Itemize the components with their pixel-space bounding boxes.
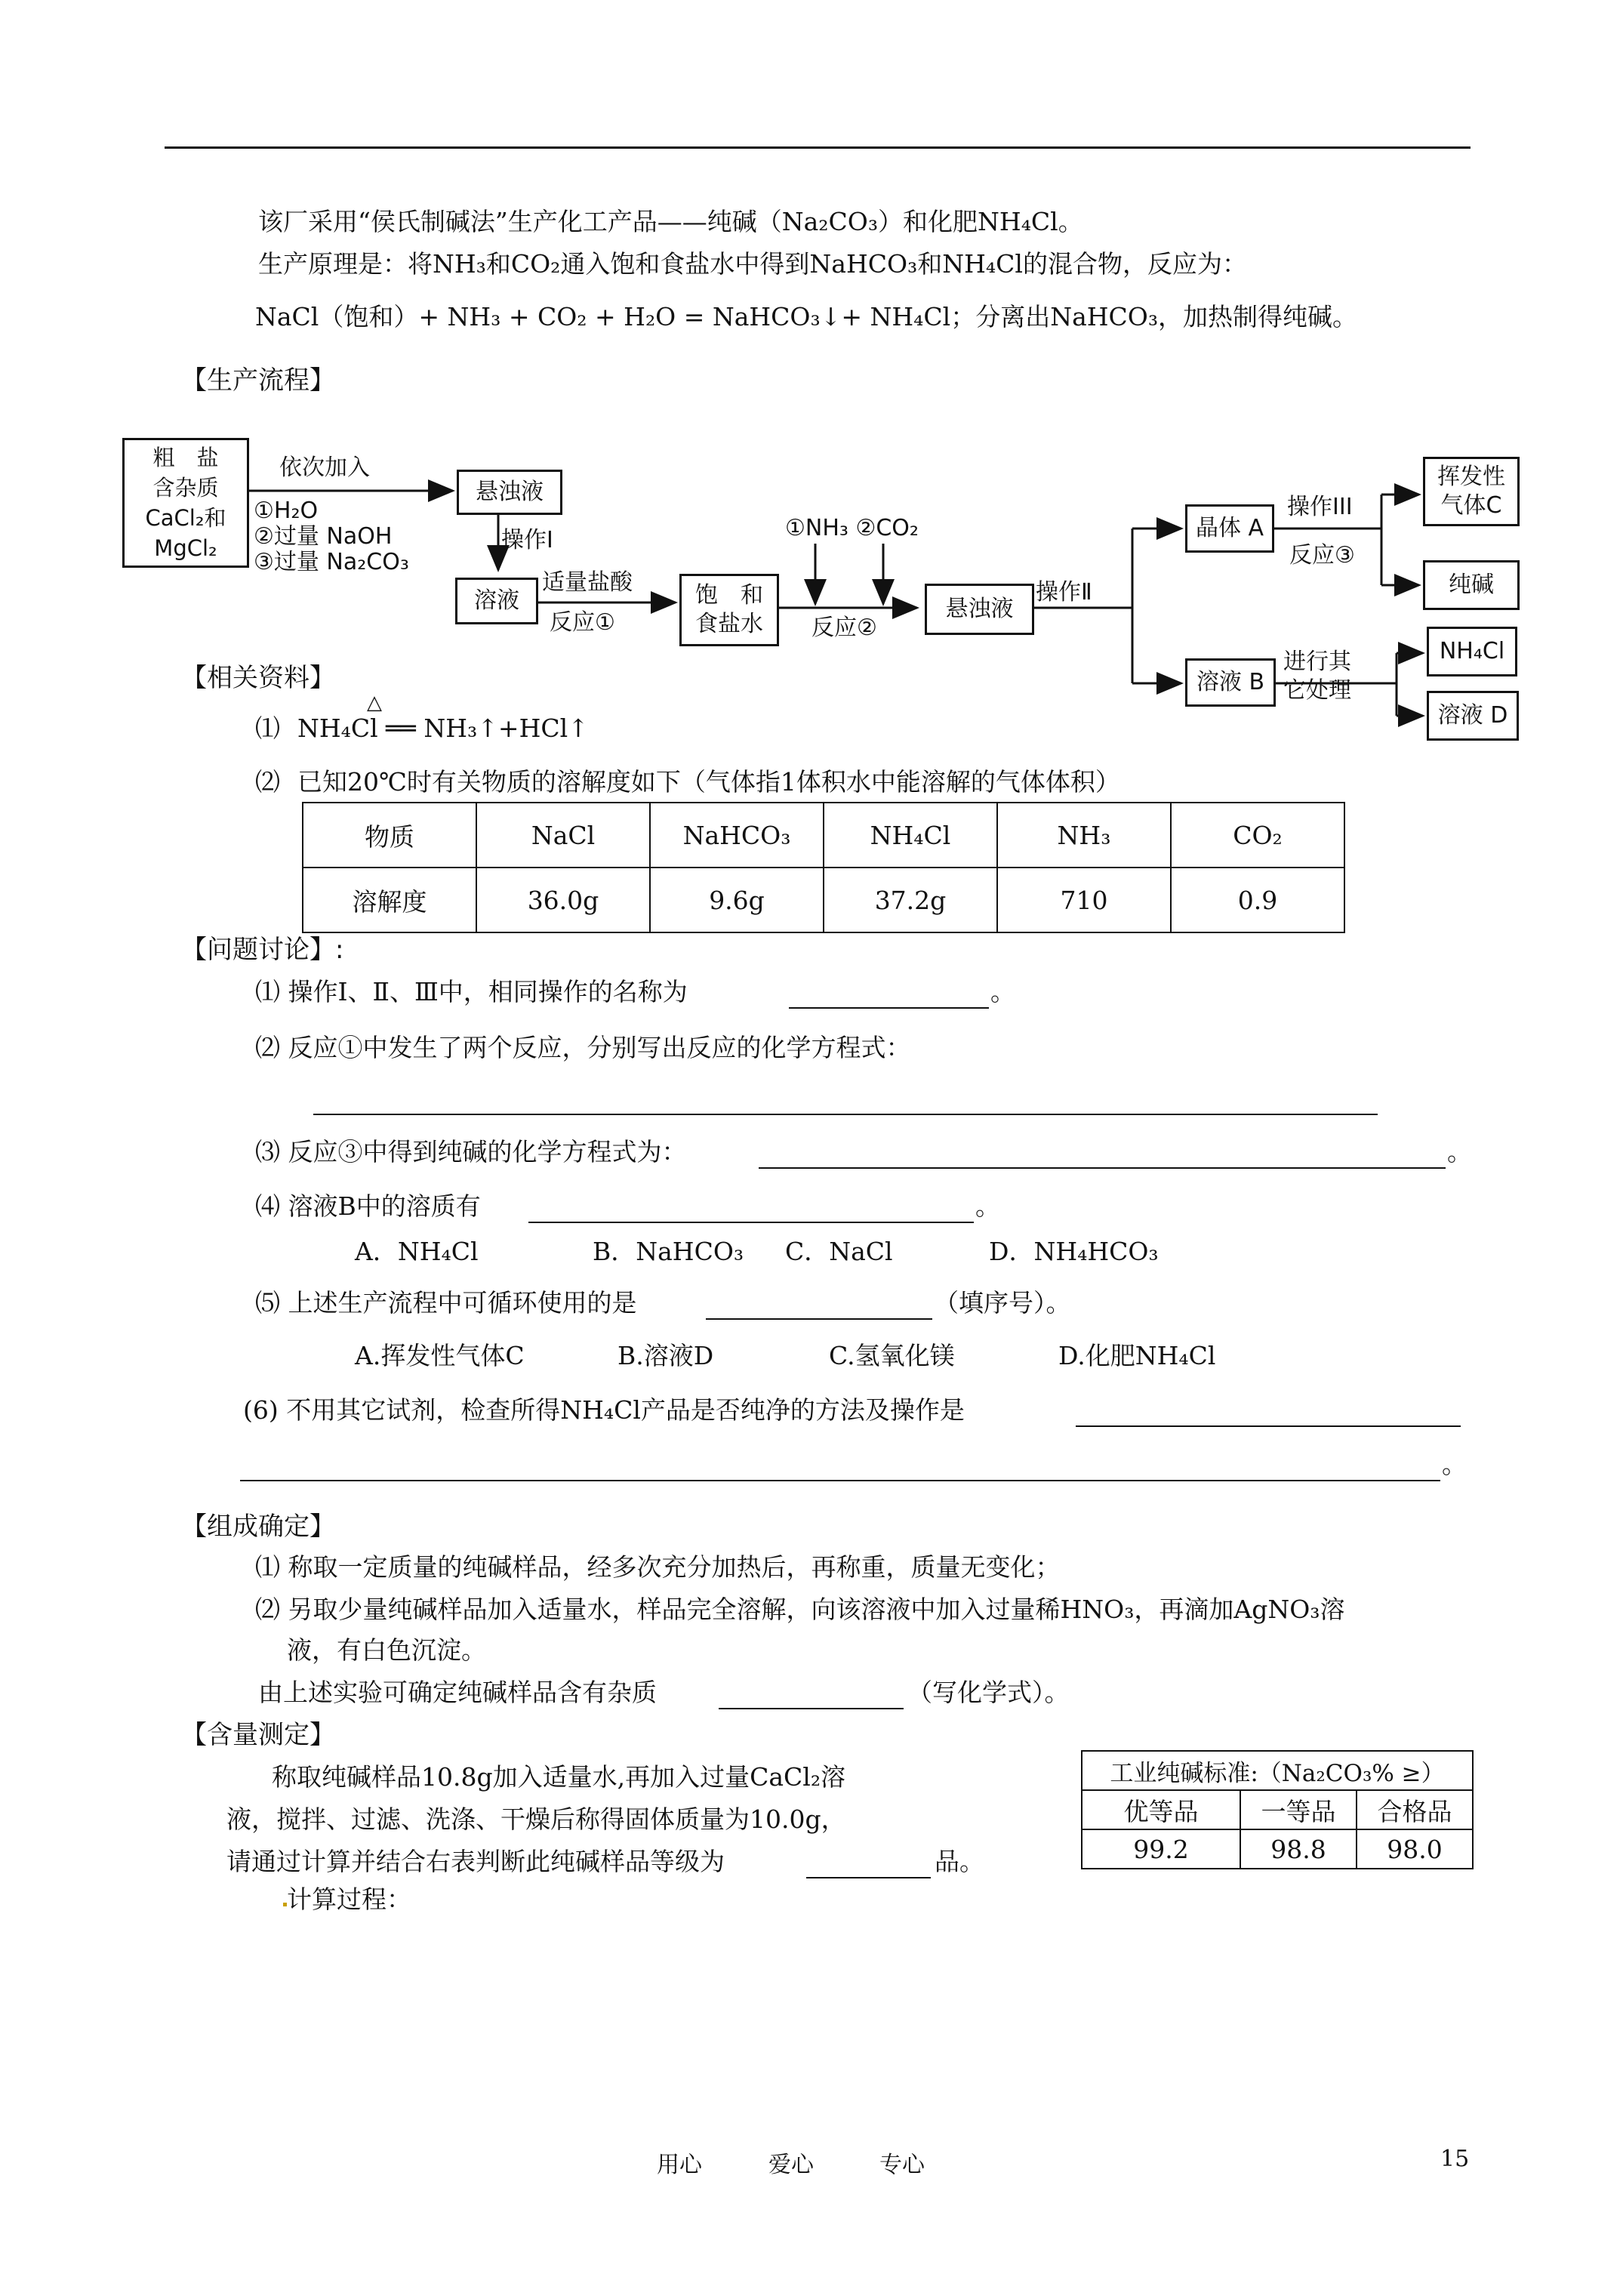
answer-blank-2[interactable] xyxy=(313,1114,1378,1115)
table-header-cell: 优等品 xyxy=(1082,1790,1240,1829)
content-line-3-end: 品。 xyxy=(935,1847,984,1876)
answer-blank-6b[interactable] xyxy=(240,1480,1440,1481)
table-row xyxy=(303,803,1344,868)
soda-ash-box: 纯碱 xyxy=(1423,560,1520,610)
intro-line-1: 该厂采用“侯氏制碱法”生产化工产品——纯碱（Na₂CO₃）和化肥NH₄Cl。 xyxy=(258,207,1083,236)
add-in-order-label: 依次加入 xyxy=(279,455,370,481)
content-line-3: 请通过计算并结合右表判断此纯碱样品等级为 xyxy=(226,1847,725,1876)
question-4-end: 。 xyxy=(975,1191,1000,1221)
answer-blank-1[interactable] xyxy=(789,1007,989,1009)
standard-table xyxy=(1081,1750,1474,1869)
table-cell: 37.2g xyxy=(824,868,997,932)
composition-item-1: ⑴ 称取一定质量的纯碱样品，经多次充分加热后，再称重，质量无变化； xyxy=(255,1552,1061,1582)
info-item-1: NH₄Cl ══ NH₃↑+HCl↑ xyxy=(297,713,589,743)
q4-option-c: C．NaCl xyxy=(785,1237,893,1266)
table-header-cell: 合格品 xyxy=(1357,1790,1473,1829)
table-row xyxy=(1082,1829,1473,1869)
footer-motto-1: 用心 xyxy=(657,2152,702,2178)
table-cell: 99.2 xyxy=(1082,1829,1240,1869)
process-heading: 【生产流程】 xyxy=(181,365,335,396)
answer-blank-6a[interactable] xyxy=(1076,1425,1461,1427)
answer-blank-3[interactable] xyxy=(759,1167,1446,1169)
table-cell: 9.6g xyxy=(650,868,824,932)
q5-option-c: C.氢氧化镁 xyxy=(829,1341,955,1370)
reaction-3-label: 反应③ xyxy=(1289,542,1355,569)
table-cell: 0.9 xyxy=(1171,868,1344,932)
table-cell: 溶解度 xyxy=(303,868,476,932)
content-line-4: 计算过程： xyxy=(287,1885,411,1914)
gases-in-label: ①NH₃ ②CO₂ xyxy=(785,515,919,541)
answer-blank-7[interactable] xyxy=(719,1708,904,1709)
info-heading: 【相关资料】 xyxy=(181,663,335,693)
composition-conclusion: 由上述实验可确定纯碱样品含有杂质 xyxy=(258,1678,657,1707)
question-1: ⑴ 操作Ⅰ、Ⅱ、Ⅲ中，相同操作的名称为 xyxy=(255,977,688,1006)
operation-1-label: 操作Ⅰ xyxy=(501,527,553,553)
page-number: 15 xyxy=(1440,2146,1470,2172)
solution-b-box: 溶液 B xyxy=(1185,658,1276,707)
q5-option-b: B.溶液D xyxy=(617,1341,714,1370)
reaction-1-label: 反应① xyxy=(550,609,615,636)
reaction-2-label: 反应② xyxy=(812,615,877,641)
question-6: (6) 不用其它试剂，检查所得NH₄Cl产品是否纯净的方法及操作是 xyxy=(243,1395,965,1425)
table-header-cell: NaHCO₃ xyxy=(650,803,824,868)
standard-title: 工业纯碱标准:（Na₂CO₃% ≥） xyxy=(1082,1751,1473,1790)
q4-option-b: B．NaHCO₃ xyxy=(593,1237,744,1266)
content-heading: 【含量测定】 xyxy=(181,1720,335,1750)
crude-salt-box: 粗 盐 含杂质 CaCl₂和 MgCl₂ xyxy=(122,438,249,568)
question-2: ⑵ 反应①中发生了两个反应，分别写出反应的化学方程式： xyxy=(255,1033,911,1062)
info-item-2: 已知20℃时有关物质的溶解度如下（气体指1体积水中能溶解的气体体积） xyxy=(297,767,1120,797)
composition-item-2a: ⑵ 另取少量纯碱样品加入适量水，样品完全溶解，向该溶液中加入过量稀HNO₃，再滴加AgNO₃溶 xyxy=(255,1595,1345,1624)
content-line-1: 称取纯碱样品10.8g加入适量水,再加入过量CaCl₂溶 xyxy=(272,1762,846,1792)
intro-line-2: 生产原理是：将NH₃和CO₂通入饱和食盐水中得到NaHCO₃和NH₄Cl的混合物，反应为： xyxy=(258,249,1247,279)
crystal-a-box: 晶体 A xyxy=(1185,504,1274,553)
saturated-brine-box: 饱 和 食盐水 xyxy=(679,574,779,646)
volatile-gas-c-box: 挥发性 气体C xyxy=(1423,457,1520,526)
table-cell: 98.8 xyxy=(1240,1829,1357,1869)
table-header-cell: NaCl xyxy=(476,803,650,868)
operation-2-label: 操作Ⅱ xyxy=(1036,579,1092,606)
question-1-end: 。 xyxy=(990,977,1015,1006)
table-cell: 36.0g xyxy=(476,868,650,932)
q5-option-a: A.挥发性气体C xyxy=(355,1341,525,1370)
composition-conclusion-end: （写化学式）。 xyxy=(907,1678,1070,1707)
solubility-table xyxy=(302,802,1345,933)
question-3: ⑶ 反应③中得到纯碱的化学方程式为： xyxy=(255,1137,687,1166)
answer-blank-4[interactable] xyxy=(528,1222,974,1223)
solution-box: 溶液 xyxy=(455,578,538,624)
q4-option-a: A．NH₄Cl xyxy=(355,1237,479,1266)
table-cell: 710 xyxy=(997,868,1171,932)
footer-motto-2: 爱心 xyxy=(768,2152,814,2178)
question-6-end: 。 xyxy=(1442,1450,1467,1479)
reagent-2: ②过量 NaOH xyxy=(254,523,393,550)
question-3-end: 。 xyxy=(1447,1137,1472,1166)
answer-blank-8[interactable] xyxy=(806,1877,931,1878)
table-header-cell: NH₃ xyxy=(997,803,1171,868)
table-header-cell: NH₄Cl xyxy=(824,803,997,868)
reagent-3: ③过量 Na₂CO₃ xyxy=(254,549,409,575)
table-header-cell: 物质 xyxy=(303,803,476,868)
suspension-box-1: 悬浊液 xyxy=(457,470,562,515)
footer-motto-3: 专心 xyxy=(879,2152,925,2178)
table-row xyxy=(1082,1751,1473,1790)
info-item-1-number: ⑴ xyxy=(255,713,280,743)
table-header-cell: CO₂ xyxy=(1171,803,1344,868)
info-item-2-number: ⑵ xyxy=(255,767,280,797)
composition-heading: 【组成确定】 xyxy=(181,1512,335,1542)
question-5-end: （填序号）。 xyxy=(934,1288,1071,1318)
q4-option-d: D．NH₄HCO₃ xyxy=(989,1237,1159,1266)
intro-line-3: NaCl（饱和）+ NH₃ + CO₂ + H₂O = NaHCO₃↓+ NH₄Cl；分离出NaHCO₃，加热制得纯碱。 xyxy=(255,302,1358,331)
solution-d-box: 溶液 D xyxy=(1427,691,1519,741)
question-5: ⑸ 上述生产流程中可循环使用的是 xyxy=(255,1288,637,1318)
suspension-box-2: 悬浊液 xyxy=(925,584,1034,635)
answer-blank-5[interactable] xyxy=(706,1318,932,1320)
table-header-cell: 一等品 xyxy=(1240,1790,1357,1829)
other-treatment-label: 进行其 它处理 xyxy=(1283,649,1351,704)
content-line-2: 液，搅拌、过滤、洗涤、干燥后称得固体质量为10.0g， xyxy=(226,1804,846,1834)
composition-item-2b: 液，有白色沉淀。 xyxy=(287,1635,486,1665)
q5-option-d: D.化肥NH₄Cl xyxy=(1058,1341,1216,1370)
heat-symbol: △ xyxy=(367,692,382,714)
table-row xyxy=(1082,1790,1473,1829)
excess-hcl-label: 适量盐酸 xyxy=(542,569,633,596)
operation-3-label: 操作III xyxy=(1287,494,1353,520)
discussion-heading: 【问题讨论】: xyxy=(181,935,344,965)
nh4cl-box: NH₄Cl xyxy=(1427,627,1517,676)
table-cell: 98.0 xyxy=(1357,1829,1473,1869)
question-4: ⑷ 溶液B中的溶质有 xyxy=(255,1191,481,1221)
table-row xyxy=(303,868,1344,932)
reagent-1: ①H₂O xyxy=(254,498,319,524)
